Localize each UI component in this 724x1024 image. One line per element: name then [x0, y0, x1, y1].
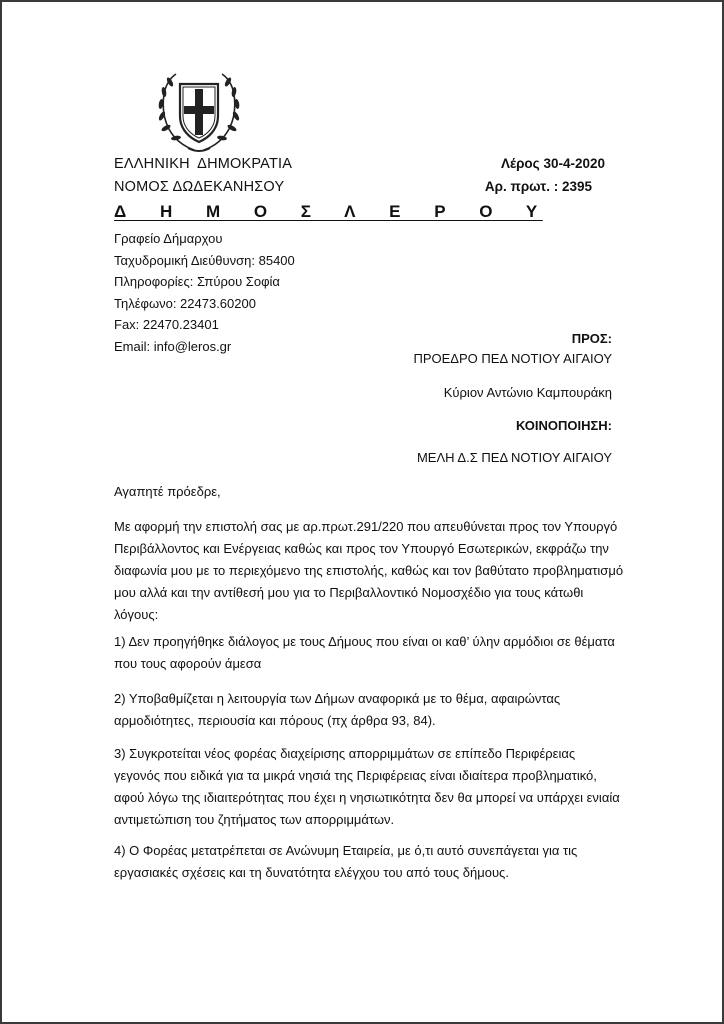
- greeting-text: Αγαπητέ πρόεδρε,: [114, 484, 221, 499]
- header-republic: ΕΛΛΗΝΙΚΗ ΔΗΜΟΚΡΑΤΙΑ: [114, 156, 293, 172]
- sender-fax: Fax: 22470.23401: [114, 317, 219, 333]
- sender-address: Ταχυδρομική Διεύθυνση: 85400: [114, 252, 295, 268]
- sender-email: Email: info@leros.gr: [114, 338, 232, 354]
- letter-point-1: [114, 631, 624, 675]
- point-1-paragraph: 1) Δεν προηγήθηκε διάλογος με τους Δήμους που είναι οι καθ’ ύλην αρμόδιοι σε θέματα που τους αφορούν άμεσα: [114, 634, 615, 671]
- recipient-label: ΠΡΟΣ:: [571, 331, 612, 346]
- cc-organization: ΜΕΛΗ Δ.Σ ΠΕΔ ΝΟΤΙΟΥ ΑΙΓΑΙΟΥ: [416, 450, 612, 465]
- sender-office: Γραφείο Δήμαρχου: [114, 231, 223, 246]
- intro-paragraph: Με αφορμή την επιστολή σας με αρ.πρωτ.291/220 που απευθύνεται προς τον Υπουργό Περιβάλλοντος και Ενέργειας καθώς και προς τον Υπουργό Εσωτερικών, εκφράζω την διαφωνία μου με το περιεχόμενο της επιστολής, καθώς και τον βαθύτατο προβληματισμό μου αλλά και την αντίθεσή μου για το Περιβαλλοντικό Νομοσχέδιο για τους κάτωθι λόγους:: [114, 519, 624, 622]
- recipient-person: Κύριον Αντώνιο Καμπουράκη: [443, 385, 612, 400]
- letter-date: Λέρος 30-4-2020: [500, 156, 605, 171]
- letter-point-4: [114, 840, 624, 884]
- sender-contact: Πληροφορίες: Σπύρου Σοφία: [114, 274, 280, 290]
- point-4-paragraph: 4) Ο Φορέας μετατρέπεται σε Ανώνυμη Εταιρεία, με ό,τι αυτό συνεπάγεται για τις εργασιακές σχέσεις και τη δυνατότητα ελέγχου του από τους δήμους.: [114, 843, 578, 880]
- protocol-number: Αρ. πρωτ. : 2395: [484, 179, 592, 194]
- letter-point-2: [114, 688, 624, 732]
- sender-phone: Τηλέφωνο: 22473.60200: [114, 295, 256, 311]
- letter-intro: [114, 516, 624, 626]
- letter-point-3: [114, 743, 624, 831]
- sender-details: [114, 228, 295, 358]
- point-2-paragraph: 2) Υποβαθμίζεται η λειτουργία των Δήμων αναφορικά με το θέμα, αφαιρώντας αρμοδιότητες, περιουσία και πόρους (πχ άρθρα 93, 84).: [114, 691, 561, 728]
- cc-label: ΚΟΙΝΟΠΟΙΗΣΗ:: [515, 418, 612, 433]
- header-prefecture: ΝΟΜΟΣ ΔΩΔΕΚΑΝΗΣΟΥ: [114, 179, 285, 195]
- greek-coat-of-arms-emblem: [154, 70, 244, 156]
- letter-greeting: [114, 481, 624, 503]
- point-3-paragraph: 3) Συγκροτείται νέος φορέας διαχείρισης απορριμμάτων σε επίπεδο Περιφέρειας γεγονός που ειδικά για τα μικρά νησιά της Περιφέρειας είναι ιδιαίτερα προβληματικό, αφού λόγω της ιδιαιτερότητας που έχει η νησιωτικότητα δεν θα μπορεί να υπάρχει ενιαία αντιμετώπιση του ζητήματος των απορριμμάτων.: [114, 746, 620, 827]
- header-municipality: Δ Η Μ Ο Σ Λ Ε Ρ Ο Υ: [114, 202, 543, 221]
- recipient-organization: ΠΡΟΕΔΡΟ ΠΕΔ ΝΟΤΙΟΥ ΑΙΓΑΙΟΥ: [413, 351, 612, 366]
